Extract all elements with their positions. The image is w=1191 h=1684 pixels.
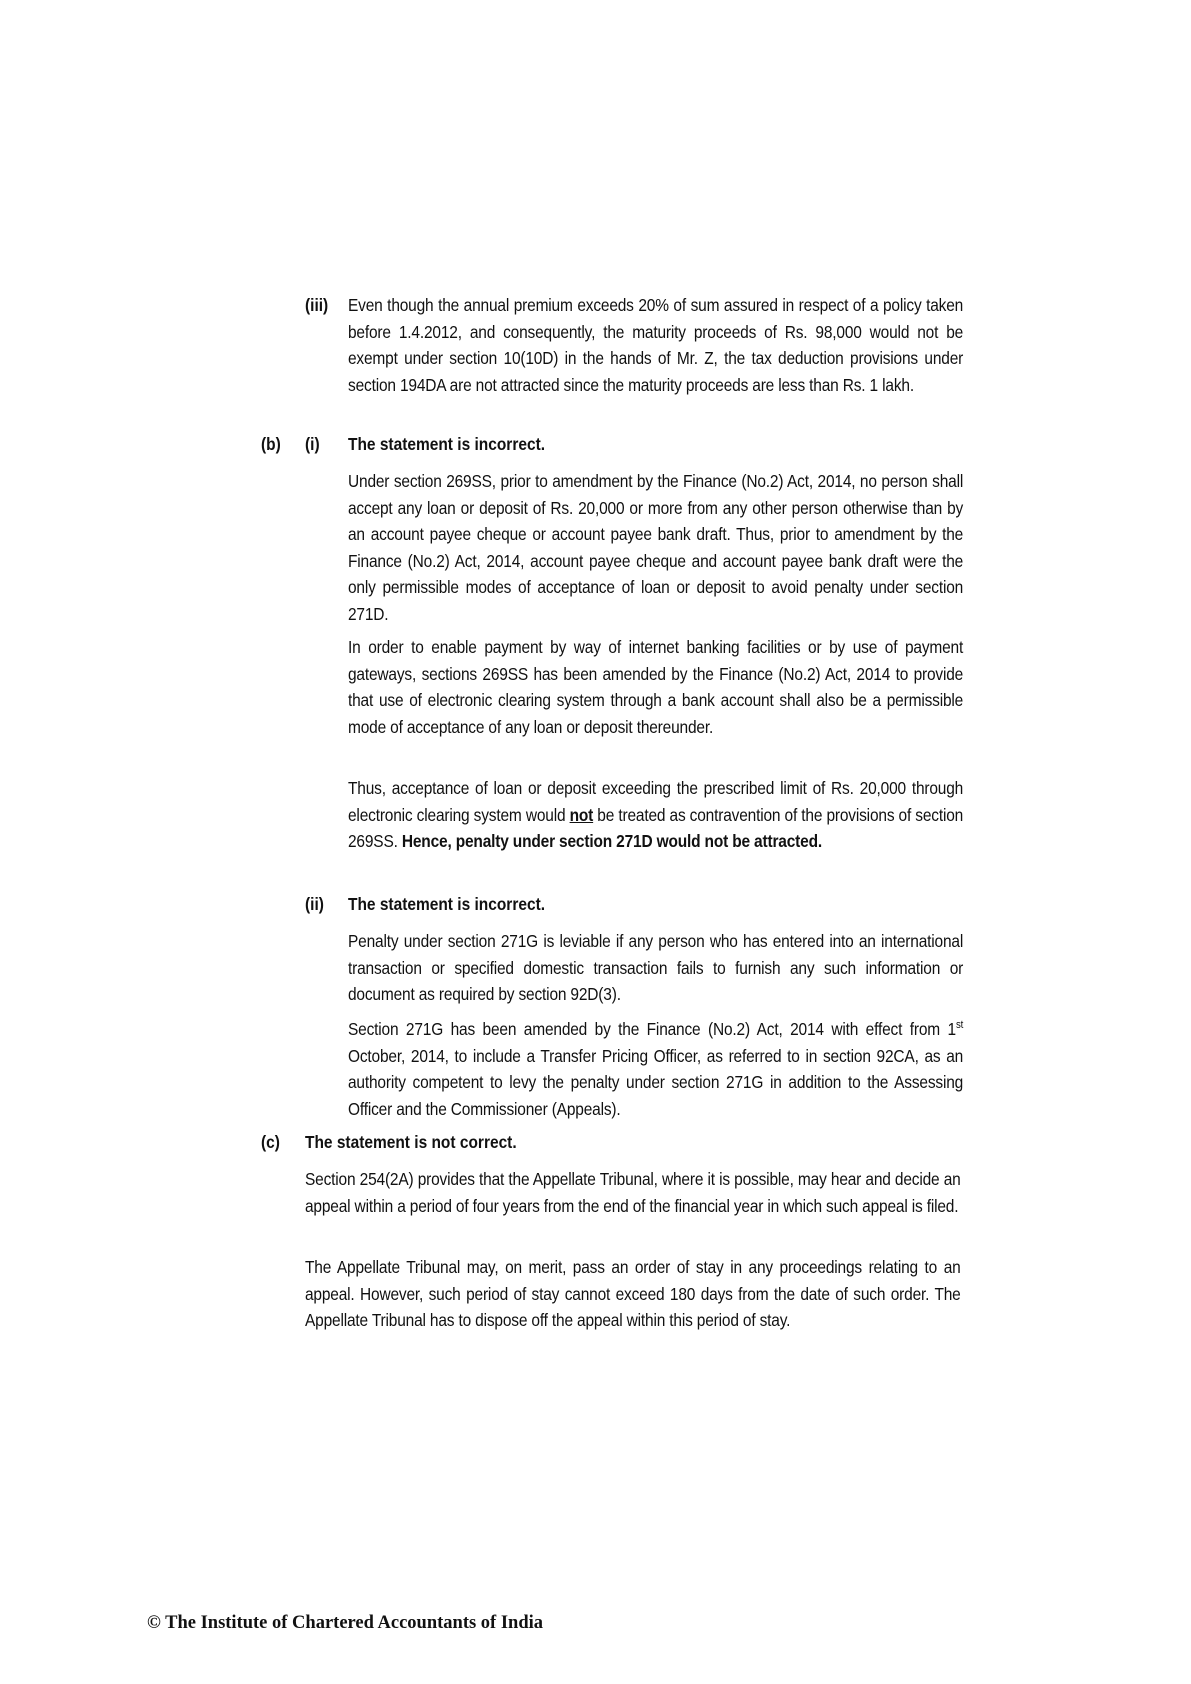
- b-ii-paragraph-2: [348, 1016, 963, 1122]
- c-heading: The statement is not correct.: [305, 1132, 517, 1152]
- b-ii-heading: The statement is incorrect.: [348, 894, 546, 914]
- b-i-p3-conclusion: Hence, penalty under section 271D would not be attracted.: [401, 831, 822, 851]
- item-label-b-ii: (ii): [305, 894, 324, 914]
- b-i-paragraph-1: Under section 269SS, prior to amendment by the Finance (No.2) Act, 2014, no person shall accept any loan or deposit of Rs. 20,000 or more from any other person otherwise than by an account payee cheque or account payee bank draft. Thus, prior to amendment by the Finance (No.2) Act, 2014, account payee cheque and account payee bank draft were the only permissible modes of acceptance of loan or deposit to avoid penalty under section 271D.: [348, 471, 964, 624]
- b-i-paragraph-3: [348, 775, 963, 855]
- section-label-b: (b): [261, 434, 281, 454]
- item-label-b-i: (i): [305, 434, 320, 454]
- b-ii-paragraph-1: Penalty under section 271G is leviable if any person who has entered into an international transaction or specified domestic transaction fails to furnish any such information or document as required by section 92D(3).: [348, 931, 964, 1004]
- b-i-p3-text-before: Thus, acceptance of loan or deposit exceeding the prescribed limit of Rs. 20,000 through electronic clearing system would: [348, 778, 964, 825]
- b-i-p3-emphasis-not: not: [569, 804, 594, 825]
- footer-copyright: © The Institute of Chartered Accountants of India: [147, 1613, 544, 1633]
- c-paragraph-2: The Appellate Tribunal may, on merit, pass an order of stay in any proceedings relating to an appeal. However, such period of stay cannot exceed 180 days from the date of such order. The Appellate Tribunal has to dispose off the appeal within this period of stay.: [305, 1257, 961, 1330]
- b-i-paragraph-2: In order to enable payment by way of internet banking facilities or by use of payment gateways, sections 269SS has been amended by the Finance (No.2) Act, 2014 to provide that use of electronic clearing system through a bank account shall also be a permissible mode of acceptance of any loan or deposit thereunder.: [348, 637, 964, 737]
- b-i-p3-text-middle: be treated as contravention of the provisions of section 269SS.: [348, 804, 964, 851]
- b-ii-p2-text-after: October, 2014, to include a Transfer Pricing Officer, as referred to in section 92CA, as an authority competent to levy the penalty under section 271G in addition to the Assessing Officer and the Commissioner (Appeals).: [348, 1045, 964, 1119]
- item-label-iii: (iii): [305, 295, 329, 315]
- section-label-c: (c): [261, 1132, 280, 1152]
- item-iii-text: Even though the annual premium exceeds 20% of sum assured in respect of a policy taken before 1.4.2012, and consequently, the maturity proceeds of Rs. 98,000 would not be exempt under section 10(10D) in the hands of Mr. Z, the tax deduction provisions under section 194DA are not attracted since the maturity proceeds are less than Rs. 1 lakh.: [348, 295, 964, 395]
- c-paragraph-1: Section 254(2A) provides that the Appellate Tribunal, where it is possible, may hear and decide an appeal within a period of four years from the end of the financial year in which such appeal is filed.: [305, 1169, 961, 1216]
- b-i-heading: The statement is incorrect.: [348, 434, 546, 454]
- b-ii-p2-superscript: st: [955, 1019, 964, 1032]
- b-ii-p2-text-before: Section 271G has been amended by the Finance (No.2) Act, 2014 with effect from 1: [348, 1019, 956, 1039]
